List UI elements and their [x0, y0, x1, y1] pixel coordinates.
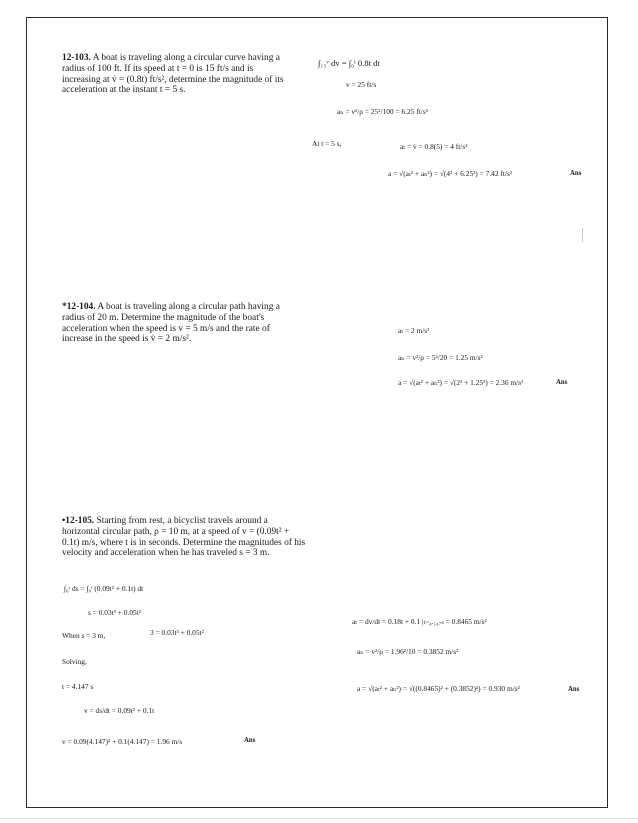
answer-label: Ans — [570, 170, 582, 177]
problem-12-104 — [62, 302, 300, 345]
equation: a = √(aₜ² + aₙ²) = √((0.8465)² + (0.3852)²) = 0.930 m/s² — [357, 684, 520, 693]
equation: v = 0.09(4.147)² + 0.1(4.147) = 1.96 m/s — [62, 737, 183, 746]
problem-12-105 — [62, 516, 306, 559]
equation: v = ds/dt = 0.09t² + 0.1t — [84, 706, 155, 715]
condition-label: When s = 3 m, — [62, 631, 106, 640]
problem-number: 12-103. — [62, 53, 91, 63]
equation: ∫₀ˢ ds = ∫₀ᵗ (0.09t² + 0.1t) dt — [64, 584, 144, 593]
equation: t = 4.147 s — [62, 682, 94, 691]
equation: aₜ = v̇ = 0.8(5) = 4 ft/s² — [400, 142, 468, 151]
condition-label: At t = 5 s, — [312, 139, 342, 148]
scan-artifact — [582, 228, 583, 242]
problem-number: •12-105. — [62, 516, 95, 526]
equation: 3 = 0.03t³ + 0.05t² — [150, 628, 204, 637]
answer-label: Ans — [244, 737, 256, 744]
equation: a = √(aₜ² + aₙ²) = √(4² + 6.25²) = 7.42 ft/s² — [388, 169, 513, 178]
equation: aₜ = 2 m/s² — [398, 326, 430, 335]
equation: a = √(aₜ² + aₙ²) = √(2² + 1.25²) = 2.36 m/s² — [398, 378, 524, 387]
problem-12-103 — [62, 53, 294, 96]
equation: ∫₁₅ᵛ dv = ∫₀ᵗ 0.8t dt — [318, 58, 380, 68]
problem-number: *12-104. — [62, 302, 96, 312]
problem-statement: A boat is traveling along a circular curve having a radius of 100 ft. If its speed at t = 0 is 15 ft/s and is increasing at v̇ = (0.8t) ft/s², determine the magnitude of its acceleration at the instant t = 5 s. — [62, 53, 284, 96]
equation: v = 25 ft/s — [346, 80, 377, 89]
problem-statement: A boat is traveling along a circular path having a radius of 20 m. Determine the magnitude of the boat's acceleration when the speed is v = 5 m/s and the rate of increase in the speed is v̇ = 2 m/s². — [62, 302, 280, 345]
equation: s = 0.03t³ + 0.05t² — [88, 608, 142, 617]
equation: aₙ = v²/ρ = 25²/100 = 6.25 ft/s² — [337, 107, 428, 116]
answer-label: Ans — [568, 686, 580, 693]
equation: aₜ = dv/dt = 0.18t + 0.1 |ₜ₌₄.₁₄₇ₛ = 0.8465 m/s² — [352, 617, 487, 626]
equation: aₙ = v²/ρ = 1.96²/10 = 0.3852 m/s² — [357, 647, 459, 656]
problem-statement: Starting from rest, a bicyclist travels around a horizontal circular path, ρ = 10 m, at a speed of v = (0.09t² + 0.1t) m/s, where t is in seconds. Determine the magnitudes of his velocity and acceleration when he has traveled s = 3 m. — [62, 516, 306, 559]
equation: aₙ = v²/ρ = 5²/20 = 1.25 m/s² — [398, 353, 483, 362]
page-border — [26, 17, 608, 808]
scan-artifact — [0, 818, 638, 819]
step-label: Solving, — [62, 657, 87, 666]
answer-label: Ans — [556, 379, 568, 386]
